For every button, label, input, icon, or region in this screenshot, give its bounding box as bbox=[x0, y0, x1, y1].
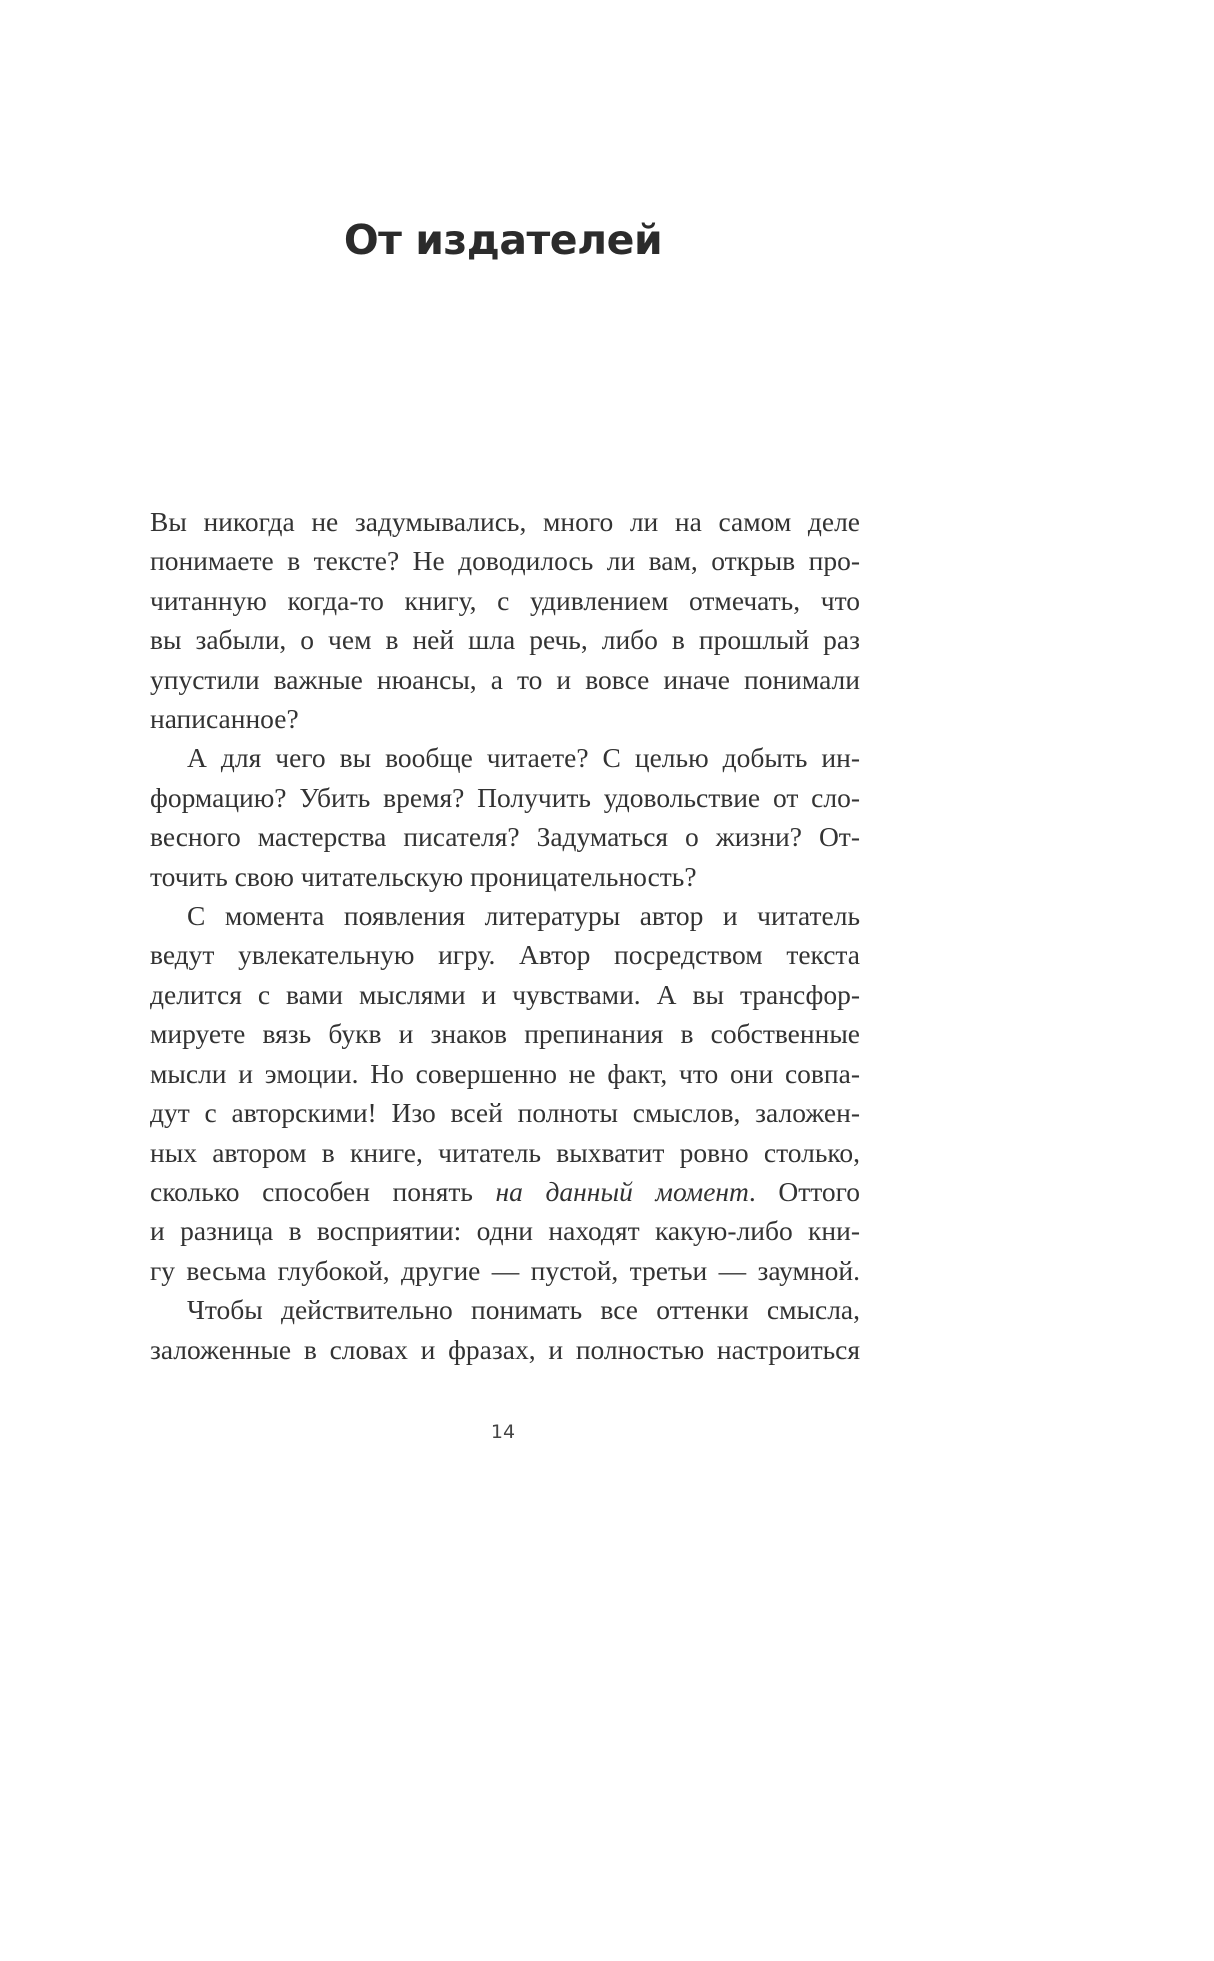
text-line: дут с авторскими! Изо всей полноты смыслов, заложен- bbox=[150, 1097, 860, 1129]
page-number: 14 bbox=[490, 1421, 516, 1443]
text-line: формацию? Убить время? Получить удовольствие от сло- bbox=[150, 781, 860, 813]
text-line: написанное? bbox=[150, 703, 299, 735]
text-line: делится с вами мыслями и чувствами. А вы трансфор- bbox=[150, 978, 860, 1010]
text-segment: сколько способен понять bbox=[150, 1175, 496, 1207]
paragraph-4 bbox=[150, 1290, 860, 1369]
text-line: мируете вязь букв и знаков препинания в собственные bbox=[150, 1018, 860, 1050]
text-line: С момента появления литературы автор и читатель bbox=[187, 900, 860, 932]
text-line: понимаете в тексте? Не доводилось ли вам, открыв про- bbox=[150, 545, 860, 577]
text-line: точить свою читательскую проницательность? bbox=[150, 860, 697, 892]
text-line: весного мастерства писателя? Задуматься о жизни? От- bbox=[150, 821, 860, 853]
paragraph-2 bbox=[150, 738, 860, 896]
text-line: мысли и эмоции. Но совершенно не факт, что они совпа- bbox=[150, 1057, 860, 1089]
text-line: упустили важные нюансы, а то и вовсе иначе понимали bbox=[150, 663, 860, 695]
paragraph-1 bbox=[150, 502, 860, 738]
text-line: Вы никогда не задумывались, много ли на самом деле bbox=[150, 506, 860, 537]
text-line: читанную когда-то книгу, с удивлением отмечать, что bbox=[150, 584, 860, 616]
text-line: вы забыли, о чем в ней шла речь, либо в прошлый раз bbox=[150, 624, 860, 656]
text-segment: . Оттого bbox=[748, 1175, 860, 1207]
chapter-heading: От издателей bbox=[343, 216, 663, 264]
text-line: ведут увлекательную игру. Автор посредством текста bbox=[150, 939, 860, 971]
text-line: ных автором в книге, читатель выхватит ровно столько, bbox=[150, 1136, 860, 1168]
text-line: Чтобы действительно понимать все оттенки смысла, bbox=[187, 1294, 860, 1326]
text-line: А для чего вы вообще читаете? С целью добыть ин- bbox=[187, 742, 860, 774]
emphasized-text: на данный момент bbox=[495, 1175, 749, 1207]
text-line: и разница в восприятии: одни находят какую-либо кни- bbox=[150, 1215, 860, 1247]
text-line: заложенные в словах и фразах, и полностью настроиться bbox=[150, 1333, 860, 1365]
paragraph-3 bbox=[150, 896, 860, 1290]
body-text bbox=[150, 502, 860, 1369]
text-line-with-emphasis bbox=[150, 1172, 860, 1211]
text-line: гу весьма глубокой, другие — пустой, третьи — заумной. bbox=[150, 1254, 860, 1286]
